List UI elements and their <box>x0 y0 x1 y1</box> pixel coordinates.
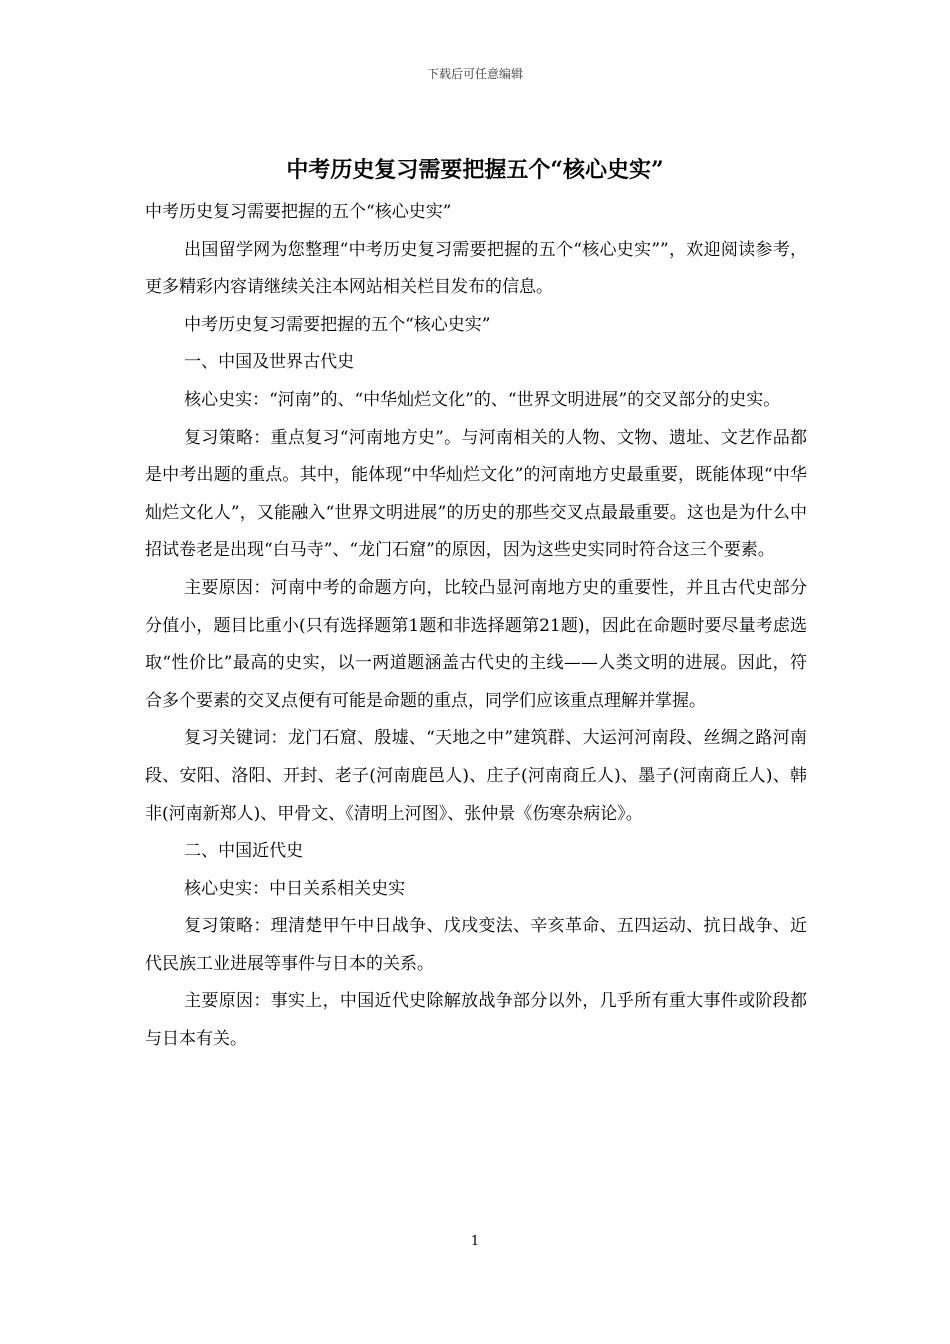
subtitle-paragraph: 中考历史复习需要把握的五个“核心史实” <box>145 202 452 222</box>
page-header-note: 下载后可任意编辑 <box>426 67 523 81</box>
document-body <box>145 194 807 1059</box>
section-heading: 中考历史复习需要把握的五个“核心史实” <box>184 314 491 335</box>
page-number: 1 <box>470 1234 480 1249</box>
section-heading-modern-history: 二、中国近代史 <box>184 841 304 862</box>
intro-paragraph: 出国留学网为您整理“中考历史复习需要把握的五个“核心史实””，欢迎阅读参考，更多精彩内容请继续关注本网站相关栏目发布的信息。 <box>145 239 807 298</box>
body-paragraph: 复习关键词：龙门石窟、殷墟、“天地之中”建筑群、大运河河南段、丝绸之路河南段、安阳、洛阳、开封、老子(河南鹿邑人)、庄子(河南商丘人)、墨子(河南商丘人)、韩非(河南新郑人)、甲骨文、《清明上河图》、张仲景《伤寒杂病论》。 <box>145 728 807 824</box>
body-paragraph: 复习策略：理清楚甲午中日战争、戊戌变法、辛亥革命、五四运动、抗日战争、近代民族工业进展等事件与日本的关系。 <box>145 916 807 974</box>
body-paragraph: 复习策略：重点复习“河南地方史”。与河南相关的人物、文物、遗址、文艺作品都是中考出题的重点。其中，能体现“中华灿烂文化”的河南地方史最重要，既能体现“中华灿烂文化人”，又能融入“世界文明进展”的历史的那些交叉点最最重要。这也是为什么中招试卷老是出现“白马寺”、“龙门石窟”的原因，因为这些史实同时符合这三个要素。 <box>145 427 807 561</box>
document-title: 中考历史复习需要把握五个“核心史实” <box>286 157 664 183</box>
body-paragraph: 主要原因：河南中考的命题方向，比较凸显河南地方史的重要性，并且古代史部分分值小，题目比重小(只有选择题第1题和非选择题第21题)，因此在命题时要尽量考虑选取“性价比”最高的史实，以一两道题涵盖古代史的主线——人类文明的进展。因此，符合多个要素的交叉点便有可能是命题的重点，同学们应该重点理解并掌握。 <box>145 577 807 711</box>
body-paragraph: 核心史实：“河南”的、“中华灿烂文化”的、“世界文明进展”的交叉部分的史实。 <box>184 389 781 410</box>
body-paragraph: 主要原因：事实上，中国近代史除解放战争部分以外，几乎所有重大事件或阶段都与日本有关。 <box>145 991 807 1050</box>
section-heading-ancient-history: 一、中国及世界古代史 <box>184 352 355 373</box>
body-paragraph: 核心史实：中日关系相关史实 <box>184 878 406 899</box>
